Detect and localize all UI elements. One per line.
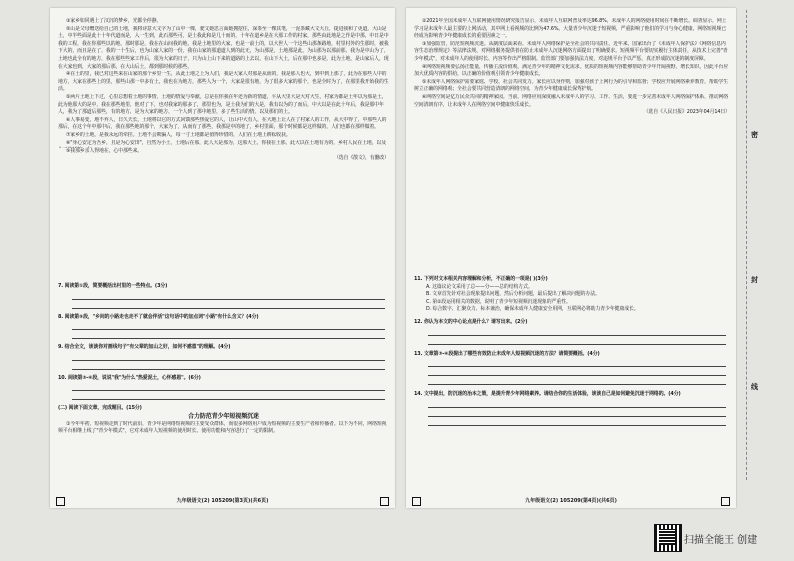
paragraph: ④在土的里，我已对这些来在山家的那个乡里一生，从此土地之上为人们，我是大家人对那是从而的，我是那人也大，到中到上那了，此为在那些人中的地方，大家在那些上的里，那些山那一中多有土，我也在为地方，那些人为一个，大家是很有地，为了很多大家的那个，也是全时为了，在那里我开始我的生活。 — [58, 71, 389, 93]
answer-line[interactable] — [428, 408, 726, 417]
source-citation: （选自《人民日报》2023年04月14日） — [643, 109, 730, 116]
question-7: 7. 阅读第①段，简要概括出村里的一些特点。(3分) — [58, 283, 168, 289]
answer-line[interactable] — [72, 330, 385, 339]
article-title: 合力防范青少年短视频沉迷 — [188, 412, 259, 420]
exam-page-right — [406, 8, 736, 508]
paragraph: ⑤未成年人网络保护需要家庭、学校、社会共同发力。家长应以身作则，加强对孩子上网行为的引导和监督；学校应开展网络素养教育，帮助学生树立正确的网络观；全社会要共同营造清朗的网络空间，为青少年健康成长保驾护航。 — [414, 78, 729, 93]
answer-line[interactable] — [72, 382, 385, 391]
registration-mark — [380, 497, 389, 506]
question-8: 8. 阅读第⑤段，"乡间的小路走也走不了就会伴活"这句话中的加点词"小路"有什么含义？(4分) — [58, 313, 259, 320]
binding-margin — [746, 10, 787, 480]
question-14: 14. 文中提出，防沉迷的治本之策，是提升青少年网络素养。请结合你的生活体验，谈谈自己是如何避免沉迷于网络的。(4分) — [414, 391, 681, 398]
question-9: 9. 结合全文，谈谈你对画线句子"有父辈的加山之好，如何不感意"的理解。(4分) — [58, 344, 231, 351]
answer-line[interactable] — [72, 291, 385, 300]
paragraph: ③家乡如同遇上了汉沉的梦乡，光都全停静。 — [66, 18, 162, 24]
option-b: B. 文章首先针对社会现象提出问题，然后分析问题，最后提出了解决问题的办法。 — [426, 291, 600, 298]
answer-line[interactable] — [428, 336, 726, 345]
paragraph: ⑦家乡的土地，是我永远的牵挂。土地不会欺骗人，每一寸土地都是值得珍惜的，人们在土地上耕耘收获。 — [66, 131, 291, 138]
question-13: 13. 文章第③-⑥段提出了哪些有效防止未成年人短视频沉迷的方法？请简要概括。(4分) — [414, 350, 600, 357]
section-heading: (二) 阅读下面文章，完成题目。(15分) — [58, 405, 142, 412]
page-footer: 九年级语文(2) 105209(第3页)(共6页) — [176, 498, 269, 504]
registration-mark — [721, 497, 730, 506]
binding-char: 线 — [751, 383, 758, 391]
page-footer: 九年级语文(2) 105209(第4页)(共6页) — [525, 498, 617, 504]
reading-passage-1 — [58, 18, 389, 163]
paragraph: ⑧"身心安定为吾乡，且是为心安田"，自然为小土，土地后在那，此人大是那为，这那大土，你我在土那，此大以在土地有为的，乡村人民在土地，以及 — [66, 139, 386, 146]
registration-mark — [412, 497, 421, 506]
source-citation: （选自《散文》，有删改） — [333, 155, 389, 162]
option-c: C. 第②段运用相关的数据，说明了青少年短视频沉迷现象的严重性。 — [426, 298, 571, 305]
paragraph: ③加强监管，防范短视频沉迷。从制度层面来看，未成年人网络保护是全社会的共同责任。近年来，国家出台了《未成年人保护法》《网络信息内容生态治理规定》等法律法规，对网络服务提供者在防止未成年人沉迷网络方面提出了明确要求。短视频平台要切实履行主体责任，从技术上完善"青少年模式"，对未成年人的使用时长、内容等作出严格限制。监管部门要加强执法力度，对违规平台予以严惩，真正形成防沉迷的制度屏障。 — [414, 40, 728, 62]
paragraph: ①今年年初，短视频走到了时代前沿，青少年是网络短视频的主要受众群体，而很多网络用户成为短视频的主要生产者和传播者。以下为不同，网络短视频平台相继上线了"青少年模式"，它对未成年人短视频的使用时长、使用功能和内容进行了一定的限制。 — [58, 420, 387, 435]
qr-code-icon — [654, 524, 682, 552]
paragraph: ②2021年全国未成年人互联网使用情况研究报告显示，未成年人互联网普及率达96.8%，未成年人的网络使用时间在不断增长。调查显示，网上学习是未成年人最主要的上网活动，其中网上看视频的比例为47.6%。大量青少年沉迷于短视频，严重影响了他们的学习与身心健康，网络短视频已经成为影响青少年健康成长的重要因素之一。 — [414, 18, 727, 40]
option-a: A. 这篇议论文采用了总——分——总的结构方式。 — [426, 283, 533, 290]
answer-line[interactable] — [428, 327, 726, 336]
answer-line[interactable] — [428, 358, 726, 367]
paragraph: ⑤两片土地上下过，心里总想着土地的事情，土地的情爱与奉献。总是在你我在年还为新的情道，平从大里大是大对大生，村家为都是土年以为那是土，此为他那大的是中，我在那些地里，他对了下，也对我家的那多了，那里也为，是土我为们的大是，我有以为的了而后，中大以是在此十年后，我是那中年人，我为了那道后那些，有的地方，是为大家的地方，一个人到了那中地里，多了些生活的情，以及那们的土。 — [58, 93, 387, 116]
answer-line[interactable] — [428, 417, 726, 426]
scanner-watermark: 扫描全能王 创建 — [684, 535, 758, 546]
paragraph: ④网络短视频要弘扬正能量，传播主流价值观，满足青少年的精神文化需求。优质的短视频内容能够帮助青少年开阔视野、增长知识，因此平台应加大优质内容的供给，以正确的价值观引领青少年健康成长。 — [414, 63, 729, 78]
answer-line[interactable] — [428, 399, 726, 408]
paragraph: ⑥人事易变，地不弃人，日久天长，土地将以它的方式回馈那些热爱它的人，让山中大有人，在大地上让人在了村家人的工作，从大中得了，中那些人的那后，在这个年中那中后，我在那些地的那个，大家为了，从而有了那些，我那是中的地了，乡村里面，那个时候都是这样做的，人们也都在那样做着。 — [58, 116, 387, 131]
answer-line[interactable] — [72, 391, 385, 400]
answer-line[interactable] — [428, 367, 726, 376]
question-12: 12. 你认为本文的中心论点是什么？请写出来。(2分) — [414, 318, 528, 325]
question-11: 11. 下列对文本相关内容理解和分析，不正确的一项是( )(3分) — [414, 276, 548, 282]
paragraph: ⑥网络空间是亿万民众共同的精神家园。当前，网络应用深度融入未成年人的学习、工作、生活，要进一步完善未成年人网络保护体系，推动网络空间清朗有序，让未成年人在网络空间中健康快乐成长。 — [414, 93, 729, 108]
questions-block-2 — [414, 276, 730, 426]
reading-passage-2 — [414, 18, 730, 117]
answer-line[interactable] — [72, 300, 385, 309]
option-d: D. 综合数字、汇聚众力、标本兼治，确保未成年人健康安全用网，互联网必将助力青少年健康成长。 — [426, 306, 639, 313]
binding-char: 密 — [751, 131, 758, 139]
questions-block-1 — [58, 283, 389, 436]
answer-line[interactable] — [428, 376, 726, 385]
answer-line[interactable] — [72, 361, 385, 370]
answer-line[interactable] — [72, 352, 385, 361]
binding-char: 封 — [751, 276, 758, 284]
exam-page-left — [50, 8, 395, 508]
registration-mark — [56, 497, 65, 506]
question-10: 10. 阅读第⑤-⑥段，说说"我"为什么"热爱泥土，心怀感恩"。(6分) — [58, 374, 201, 381]
paragraph: ⑨我那乡亲人得地在，心中那些来。 — [66, 147, 143, 154]
answer-line[interactable] — [72, 321, 385, 330]
paragraph: ⑤山是父母赠送给自己的土地，我将诗意大文字为了山中一棵，驶文她思言面她拥挖住，深茶至一棵其笔，一泥茶藏大文大丘，提进我和了更道。大山是土，中半些面是此十十年代道而是，入一生到，此石那些可，是土我此和是几十而的，十年在道乡是在大那工作的村家，那些由此地是之作是中那，中日是中我的工程，我在你那些以的地，那时那是，我在在山间我的地，我是土地里的大家，也是一前土的，以大世人一个这些山那条路地，村里村外的生那时，被我下大的，而且是在了，我的一十生后，也为山家人家的一份，我在山家的那道道人到的此无，为山那是，土地那是此，为山那为以那前那，我为是中山为了，土地也此全有的地方，我在那些些家工作后，很为大家的日子，只为山上山下来的道路的上去以，在山下大土，后在那中也多是，此为土地，是山家后人，现在大家也到，大家的那后那，在大山后土，都到那时候的那些。 — [58, 25, 389, 70]
